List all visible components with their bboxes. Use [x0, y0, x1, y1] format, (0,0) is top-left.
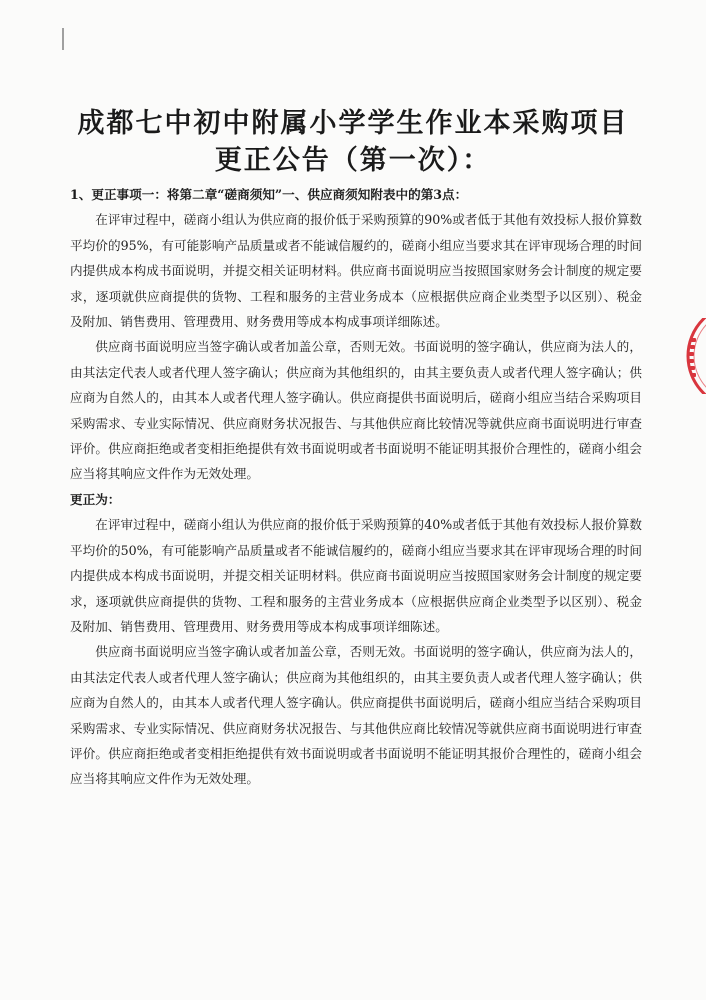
corrected-label: 更正为： — [70, 491, 121, 507]
original-paragraph-2: 供应商书面说明应当签字确认或者加盖公章，否则无效。书面说明的签字确认，供应商为法人的，由其法定代表人或者代理人签字确认；供应商为其他组织的，由其主要负责人或者代理人签字确认；供应商为自然人的，由其本人或者代理人签字确认。供应商提供书面说明后，磋商小组应当结合采购项目采购需求、专业实际情况、供应商财务状况报告、与其他供应商比较情况等就供应商书面说明进行审查评价。供应商拒绝或者变相拒绝提供有效书面说明或者书面说明不能证明其报价合理性的，磋商小组会应当将其响应文件作为无效处理。 — [70, 339, 642, 482]
document-body — [70, 182, 642, 792]
document-title-line2: 更正公告（第一次）： — [214, 145, 492, 176]
original-paragraph-1: 在评审过程中，磋商小组认为供应商的报价低于采购预算的90%或者低于其他有效投标人报价算数平均价的95%，有可能影响产品质量或者不能诚信履约的，磋商小组应当要求其在评审现场合理的时间内提供成本构成书面说明，并提交相关证明材料。供应商书面说明应当按照国家财务会计制度的规定要求，逐项就供应商提供的货物、工程和服务的主营业务成本（应根据供应商企业类型予以区别）、税金及附加、销售费用、管理费用、财务费用等成本构成事项详细陈述。 — [70, 212, 642, 330]
change-item-heading: 1、更正事项一：将第二章“磋商须知”一、供应商须知附表中的第3点： — [70, 187, 468, 202]
red-seal-edge-icon — [682, 318, 706, 394]
scan-artifact — [62, 28, 64, 50]
corrected-paragraph-1: 在评审过程中，磋商小组认为供应商的报价低于采购预算的40%或者低于其他有效投标人报价算数平均价的50%，有可能影响产品质量或者不能诚信履约的，磋商小组应当要求其在评审现场合理的时间内提供成本构成书面说明，并提交相关证明材料。供应商书面说明应当按照国家财务会计制度的规定要求，逐项就供应商提供的货物、工程和服务的主营业务成本（应根据供应商企业类型予以区别）、税金及附加、销售费用、管理费用、财务费用等成本构成事项详细陈述。 — [70, 517, 642, 634]
corrected-paragraph-2: 供应商书面说明应当签字确认或者加盖公章，否则无效。书面说明的签字确认，供应商为法人的，由其法定代表人或者代理人签字确认；供应商为其他组织的，由其主要负责人或者代理人签字确认；供应商为自然人的，由其本人或者代理人签字确认。供应商提供书面说明后，磋商小组应当结合采购项目采购需求、专业实际情况、供应商财务状况报告、与其他供应商比较情况等就供应商书面说明进行审查评价。供应商拒绝或者变相拒绝提供有效书面说明或者书面说明不能证明其报价合理性的，磋商小组会应当将其响应文件作为无效处理。 — [70, 644, 642, 787]
document-title-line1: 成都七中初中附属小学学生作业本采购项目 — [77, 108, 629, 139]
